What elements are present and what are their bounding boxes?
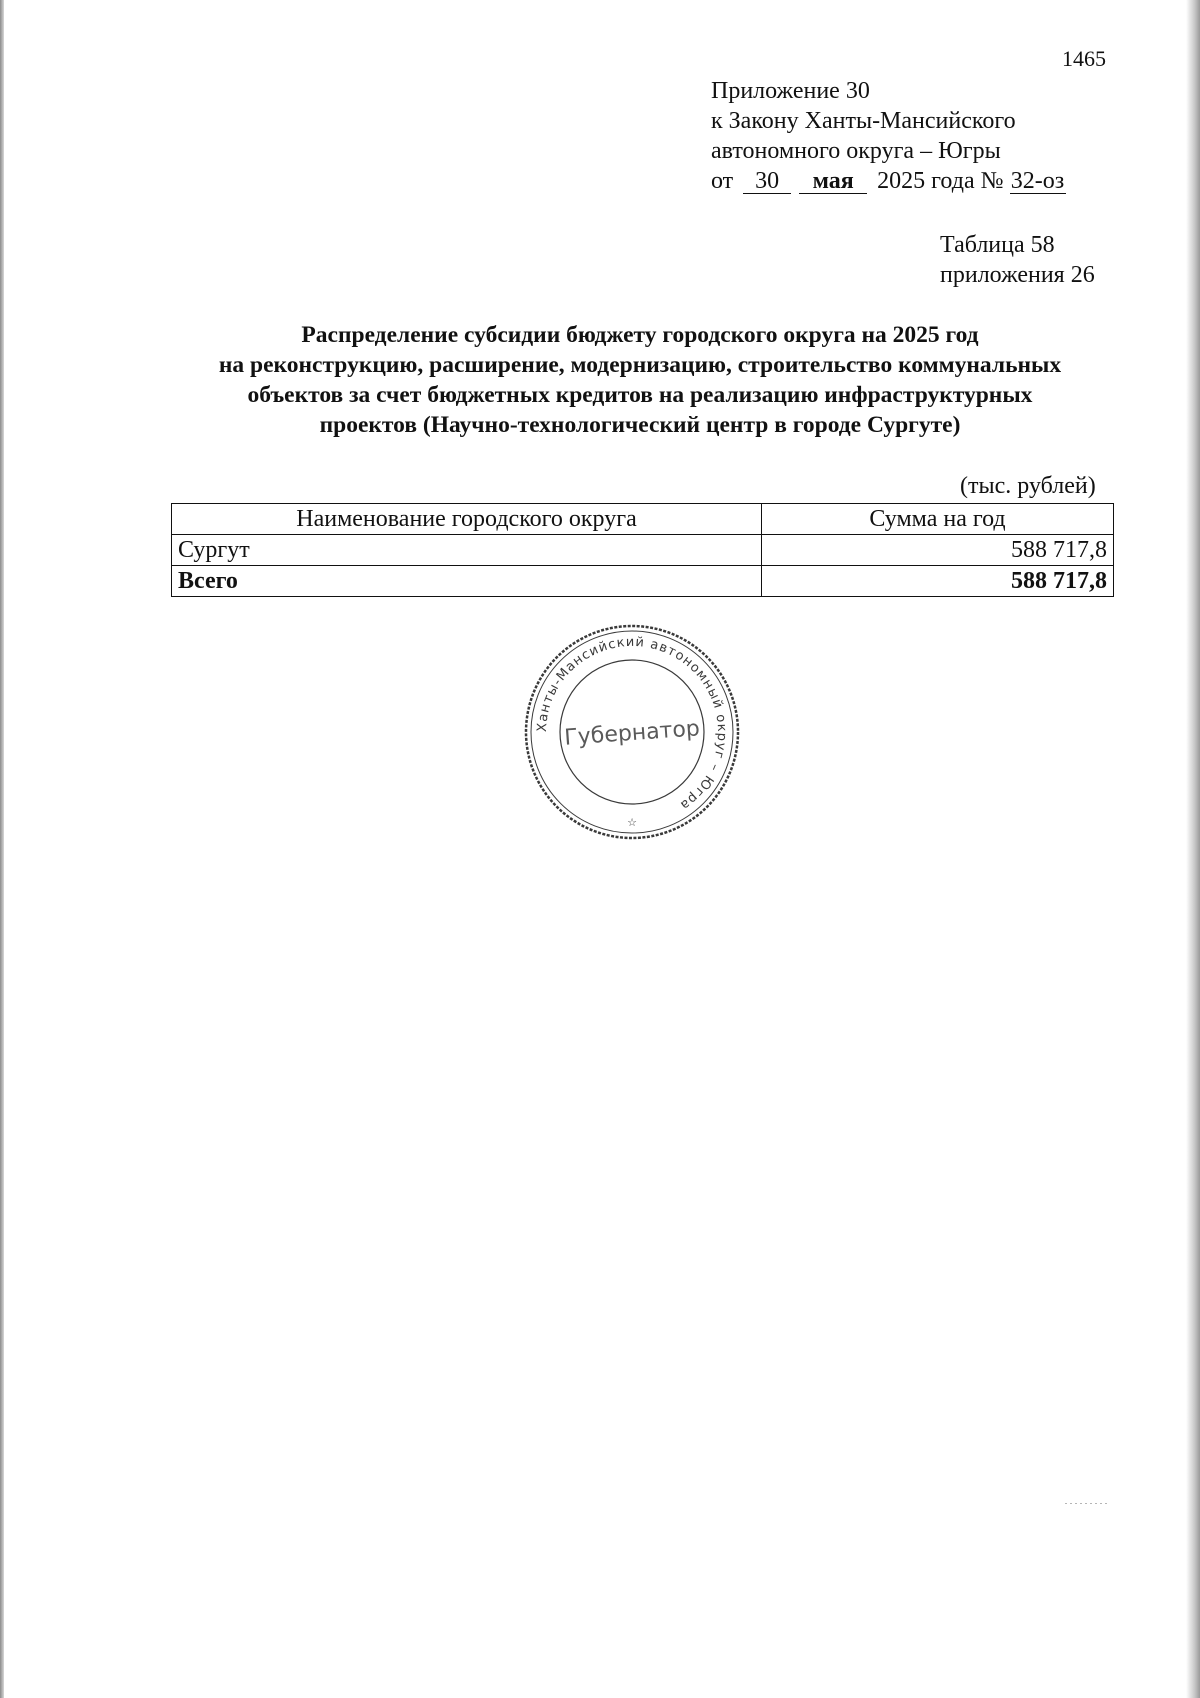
page-number: 1465 [1062, 46, 1106, 71]
title-line-3: объектов за счет бюджетных кредитов на реализацию инфраструктурных [247, 382, 1033, 408]
header-annual-amount: Сумма на год [762, 504, 1114, 535]
date-month: мая [799, 169, 867, 194]
subsidy-table [171, 503, 1114, 597]
table-ref-line-2: приложения 26 [940, 262, 1095, 288]
total-amount: 588 717,8 [762, 566, 1114, 597]
table-reference [940, 230, 1095, 290]
annex-header [711, 76, 1066, 196]
law-number: 32-оз [1010, 168, 1065, 194]
date-prefix: от [711, 168, 734, 194]
scan-artifact [1065, 1502, 1109, 1505]
document-title [150, 320, 1130, 440]
scan-edge-right [1186, 0, 1200, 1698]
svg-text:☆: ☆ [627, 816, 637, 829]
table-ref-line-1: Таблица 58 [940, 232, 1055, 258]
annex-date-line [711, 166, 1066, 196]
date-day: 30 [743, 169, 791, 194]
table-row [172, 535, 1114, 566]
table-total-row [172, 566, 1114, 597]
scan-edge-left [0, 0, 4, 1698]
title-line-4: проектов (Научно-технологический центр в городе Сургуте) [319, 412, 961, 438]
total-label: Всего [172, 566, 762, 597]
table-header-row [172, 504, 1114, 535]
annex-line-2: к Закону Ханты-Мансийского [711, 108, 1016, 134]
svg-text:Губернатор: Губернатор [563, 716, 701, 751]
date-year: 2025 года № [877, 168, 1004, 194]
official-seal [522, 622, 742, 842]
annex-line-1: Приложение 30 [711, 78, 870, 104]
row-amount: 588 717,8 [762, 535, 1114, 566]
title-line-2: на реконструкцию, расширение, модернизацию, строительство коммунальных [218, 352, 1062, 378]
header-district-name: Наименование городского округа [172, 504, 762, 535]
annex-line-3: автономного округа – Югры [711, 138, 1001, 164]
row-district-name: Сургут [172, 535, 762, 566]
unit-note: (тыс. рублей) [960, 473, 1096, 499]
svg-text:Ханты-Мансийский автономный ок: Ханты-Мансийский автономный округ – Югра [534, 634, 730, 814]
title-line-1: Распределение субсидии бюджету городского округа на 2025 год [301, 322, 979, 348]
